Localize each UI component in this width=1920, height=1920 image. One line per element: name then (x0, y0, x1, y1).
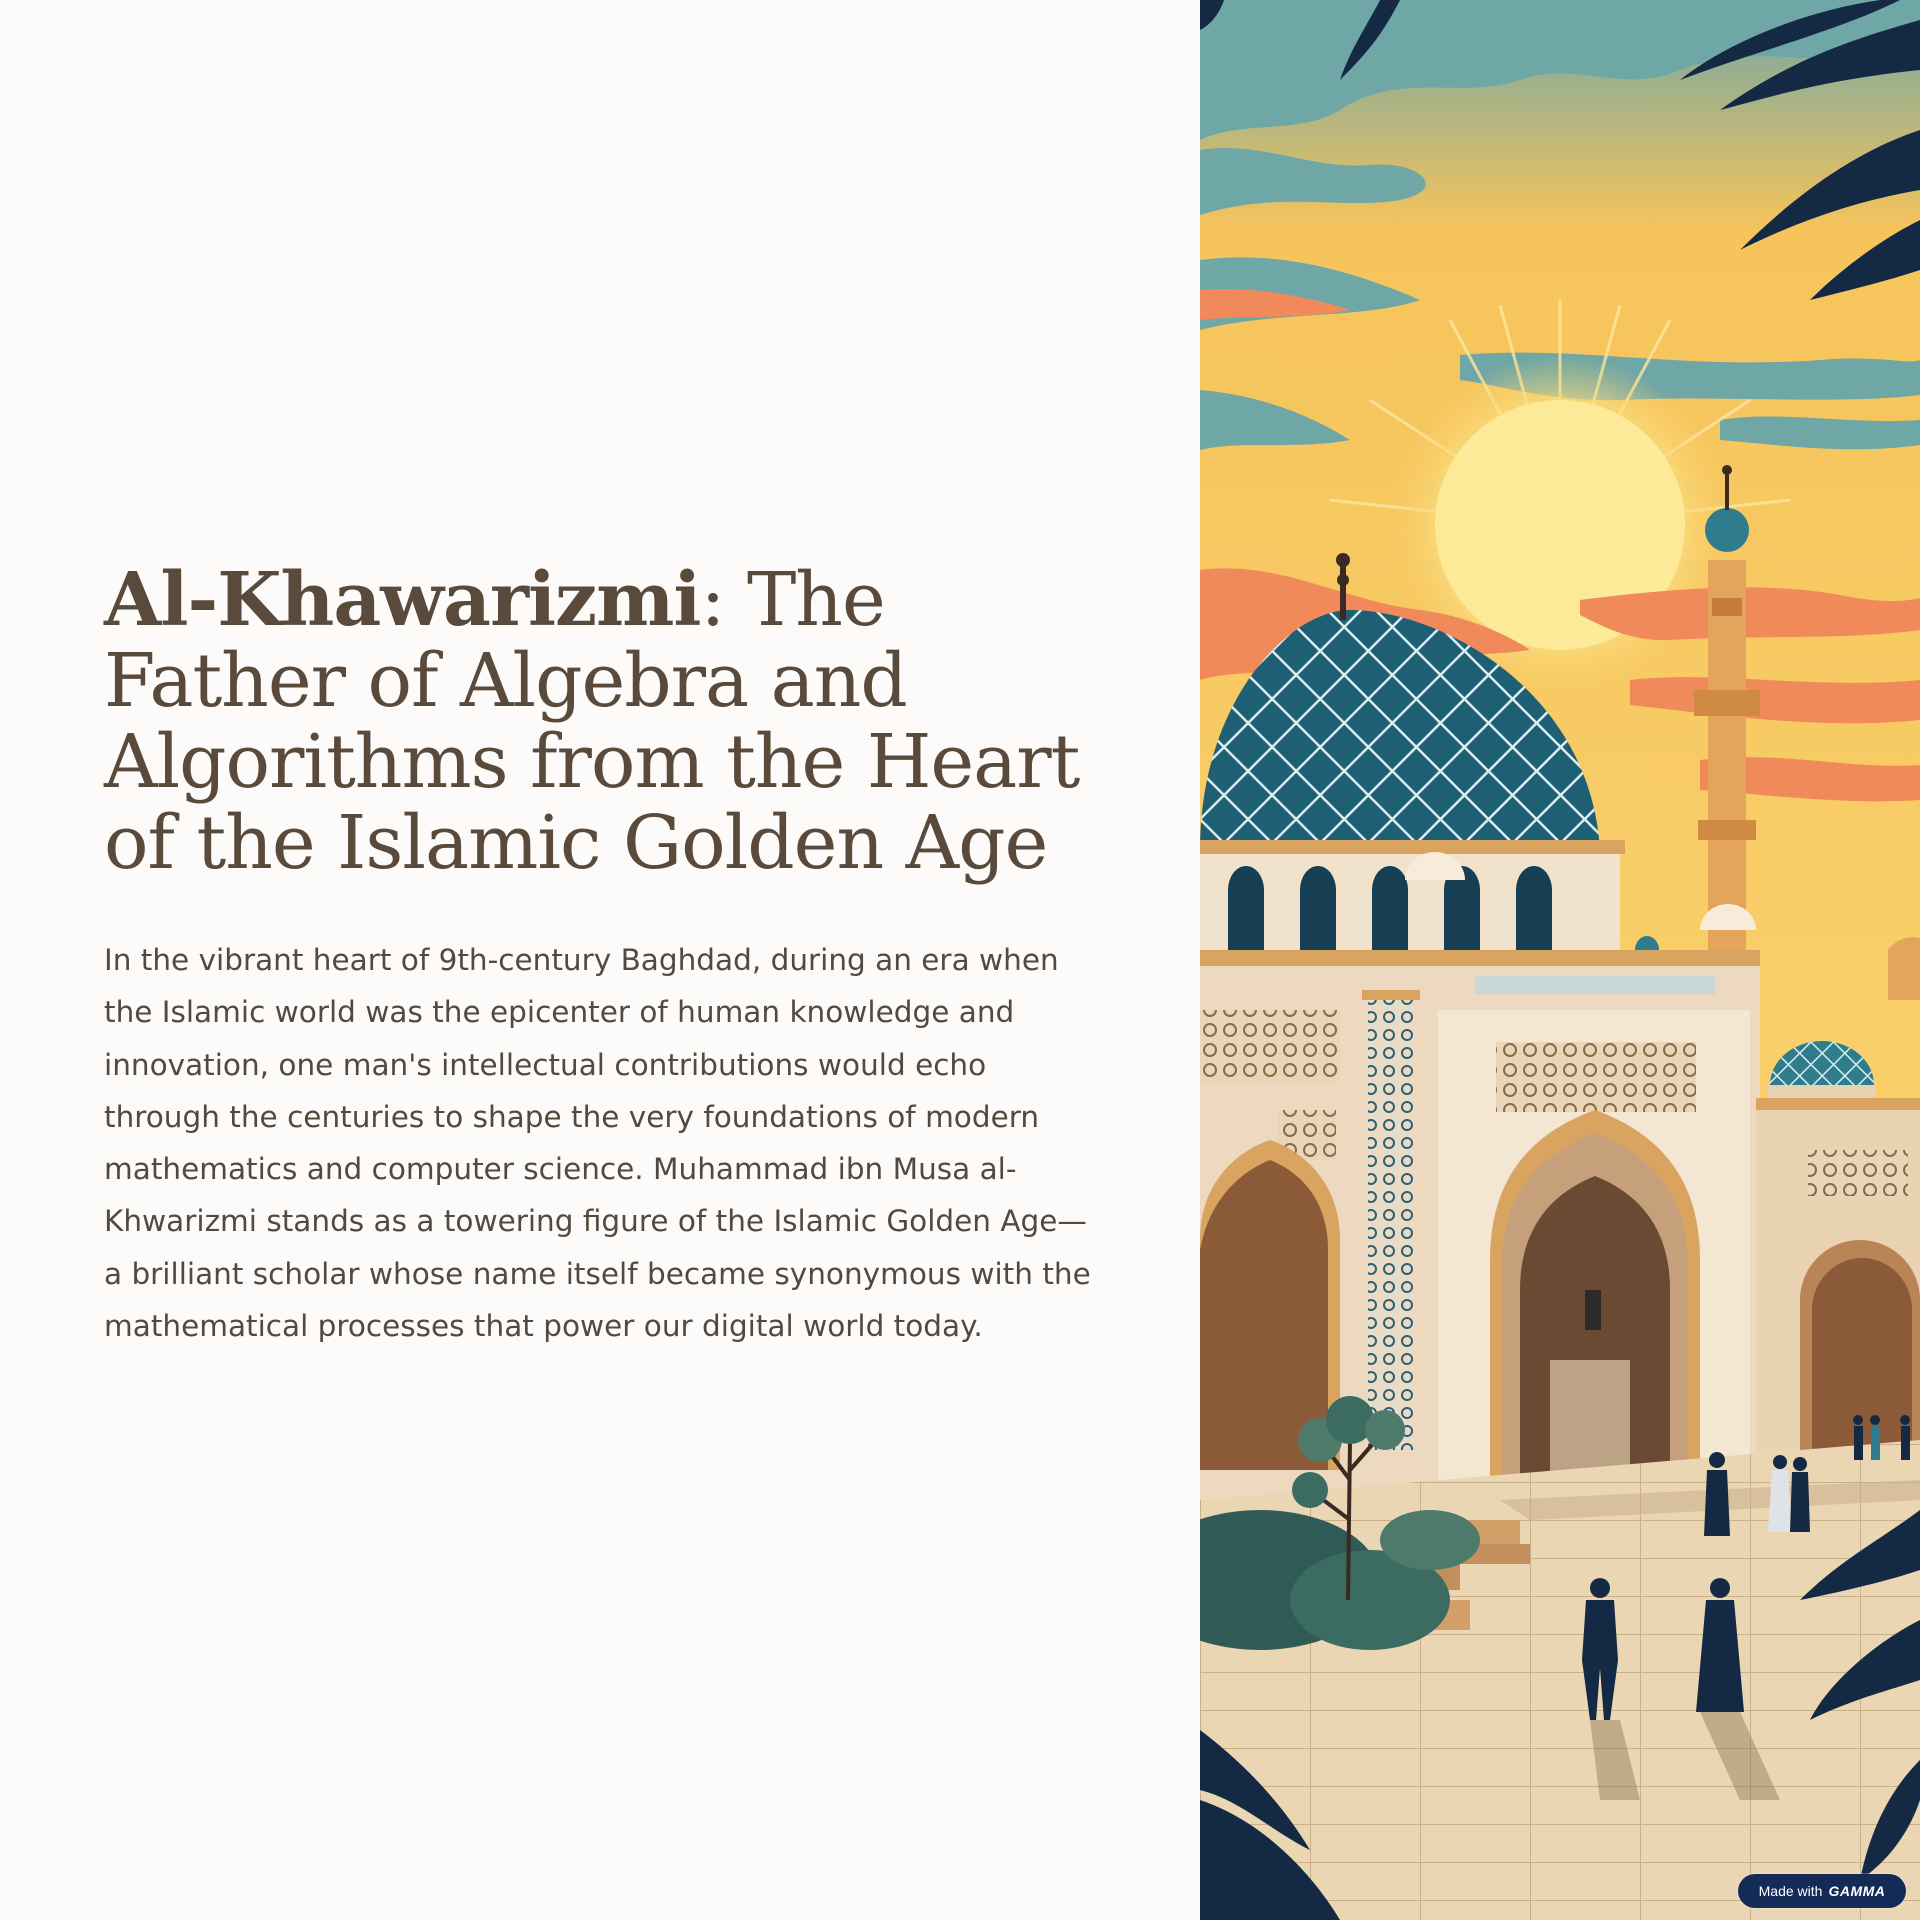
title-bold: Al-Khawarizmi (104, 557, 701, 643)
made-with-gamma-badge[interactable] (1738, 1874, 1906, 1908)
gamma-logo: GAMMA (1828, 1883, 1886, 1899)
mosque-illustration (1200, 0, 1920, 1920)
slide-body: In the vibrant heart of 9th-century Baghdad, during an era when the Islamic world was the epicenter of human knowledge and innovation, one man's intellectual contributions would echo through the centuries to shape the very foundations of modern mathematics and computer science. Muhammad ibn Musa al-Khwarizmi stands as a towering figure of the Islamic Golden Age—a brilliant scholar whose name itself became synonymous with the mathematical processes that power our digital world today. (104, 943, 1091, 1344)
badge-prefix: Made with (1758, 1883, 1823, 1899)
slide-title (104, 557, 1104, 886)
title-rest: : The Father of Algebra and Algorithms from the Heart of the Islamic Golden Age (104, 557, 1080, 886)
